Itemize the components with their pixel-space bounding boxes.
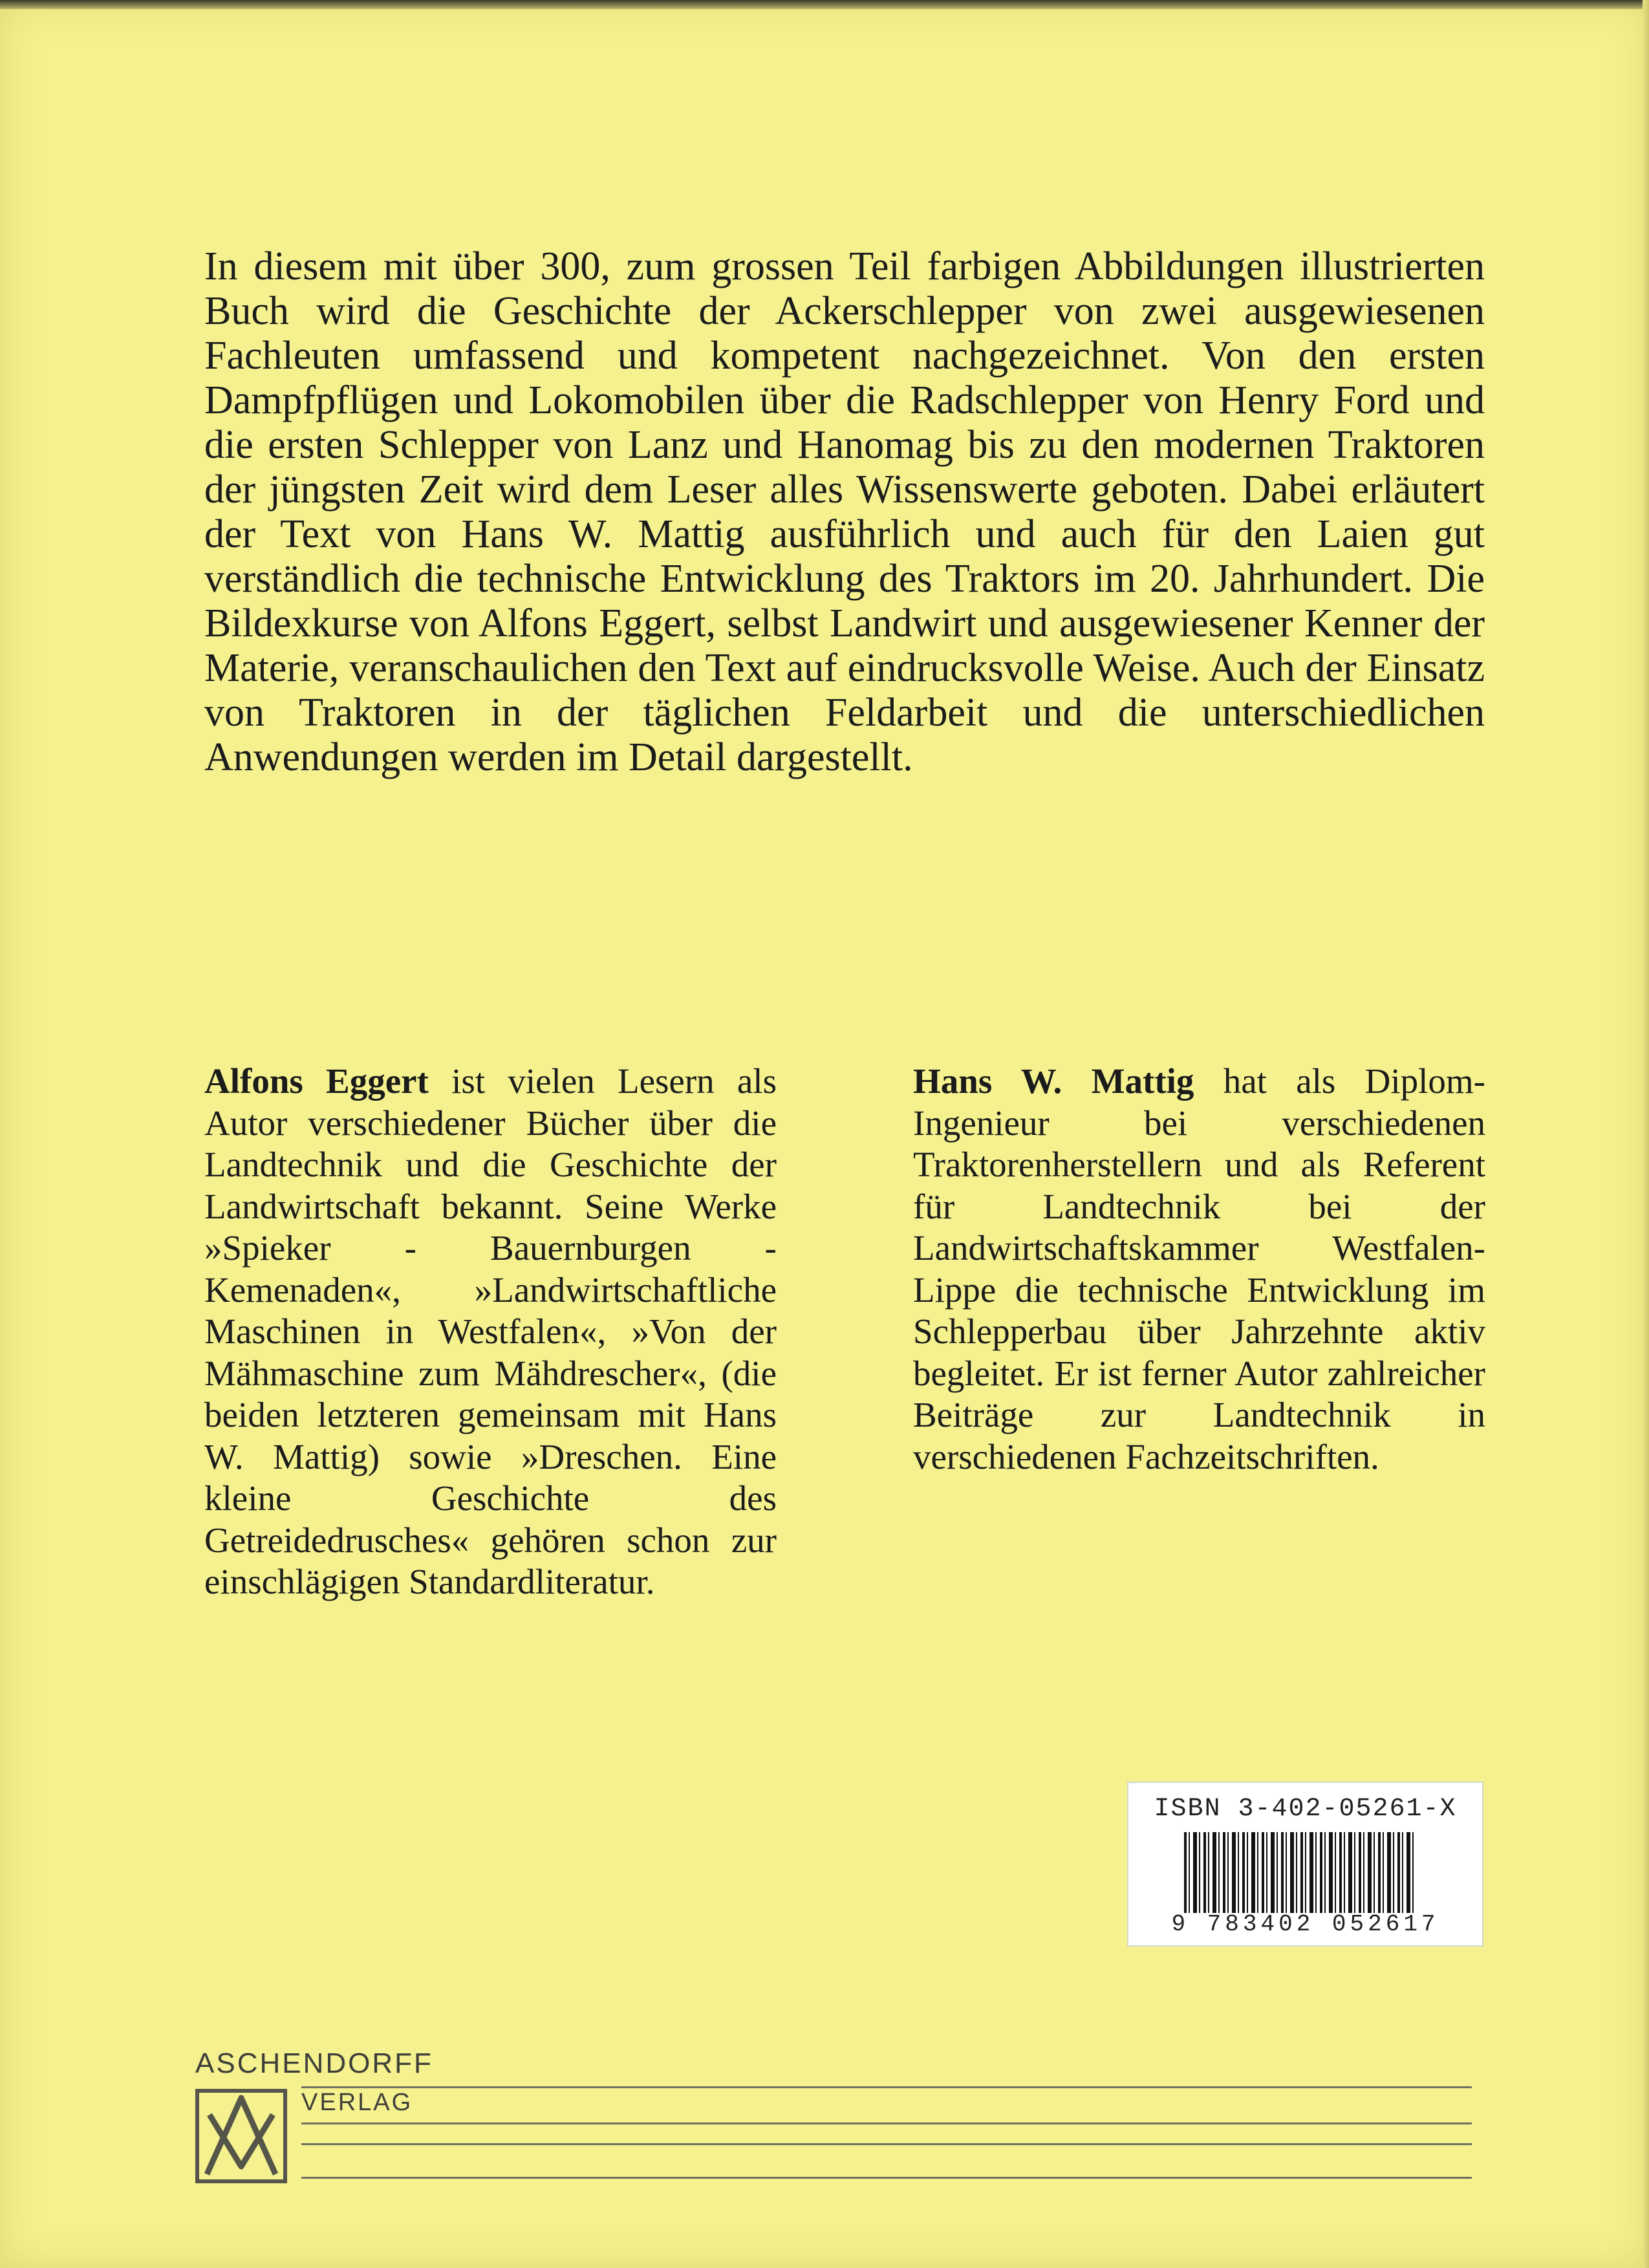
isbn-number: ISBN 3-402-05261-X [1154, 1795, 1457, 1824]
publisher-subtitle: VERLAG [301, 2089, 413, 2116]
cover-right-edge [1643, 0, 1649, 2268]
publisher-rule-2 [301, 2122, 1472, 2124]
publisher-rule-1 [301, 2086, 1472, 2088]
publisher-logo-icon [195, 2089, 287, 2183]
blurb-paragraph: In diesem mit über 300, zum grossen Teil farbigen Abbildungen illustrierten Buch wird die Geschichte der Ackerschlepper von zwei ausgewiesenen Fachleuten umfassend und kompetent nachgezeichnet. Von den ersten Dampfpflügen und Lokomobilen über die Radschlepper von Henry Ford und die ersten Schlepper von Lanz und Hanomag bis zu den modernen Traktoren der jüngsten Zeit wird dem Leser alles Wissenswerte geboten. Dabei erläutert der Text von Hans W. Mattig ausführlich und auch für den Laien gut verständlich die technische Entwicklung des Traktors im 20. Jahrhundert. Die Bildexkurse von Alfons Eggert, selbst Landwirt und ausgewiesener Kenner der Materie, veranschaulichen den Text auf eindrucksvolle Weise. Auch der Einsatz von Traktoren in der täglichen Feldarbeit und die unterschiedlichen Anwendungen werden im Detail dargestellt. [204, 244, 1485, 779]
cover-top-edge [0, 0, 1649, 9]
author-name-eggert: Alfons Eggert [204, 1061, 429, 1101]
author-bio-mattig-text: hat als Diplom-Ingenieur bei verschiedenen Traktorenherstellern und als Referent für Landtechnik bei der Landwirtschaftskammer Westfalen-Lippe die technische Entwicklung im Schlepperbau über Jahrzehnte aktiv begleitet. Er ist ferner Autor zahlreicher Beiträge zur Landtechnik in verschiedenen Fachzeitschriften. [913, 1061, 1485, 1476]
barcode-label [1127, 1782, 1483, 1947]
barcode-bars [1184, 1832, 1417, 1913]
author-bio-eggert [204, 1061, 777, 1603]
author-bio-eggert-text: ist vielen Lesern als Autor verschiedener Bücher über die Landtechnik und die Geschichte der Landwirtschaft bekannt. Seine Werke »Spieker - Bauernburgen - Kemenaden«, »Landwirtschaftliche Maschinen in Westfalen«, »Von der Mähmaschine zum Mähdrescher«, (die beiden letzteren gemeinsam mit Hans W. Mattig) sowie »Dreschen. Eine kleine Geschichte des Getreidedrusches« gehören schon zur einschlägigen Standardliteratur. [204, 1061, 777, 1601]
publisher-rule-4 [301, 2177, 1472, 2179]
publisher-name: ASCHENDORFF [195, 2047, 433, 2079]
author-name-mattig: Hans W. Mattig [913, 1061, 1194, 1101]
ean-digits: 9 783402 052617 [1171, 1911, 1439, 1938]
publisher-rule-3 [301, 2143, 1472, 2145]
author-bio-mattig [913, 1061, 1485, 1478]
